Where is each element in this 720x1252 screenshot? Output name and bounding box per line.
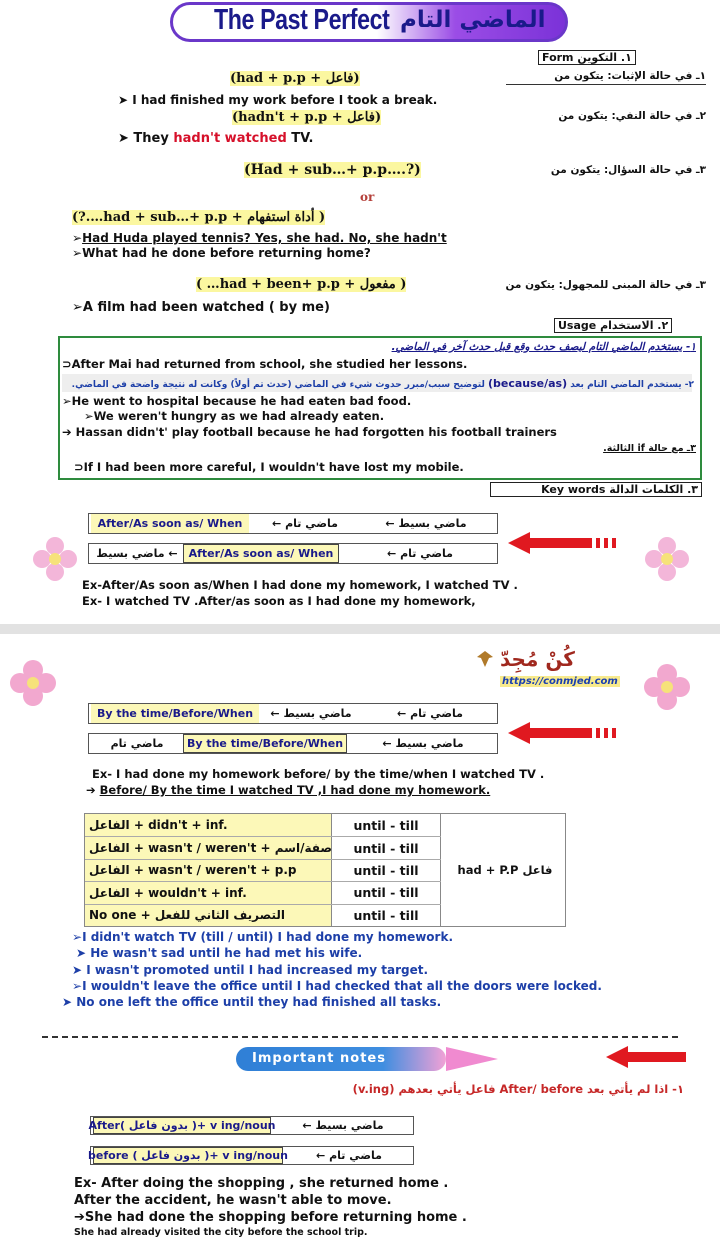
keyword-row-3-b: ماضي تام ←: [397, 707, 463, 720]
keyword-row-1-a: ماضي تام ←: [272, 517, 338, 530]
until-example: ➤ No one left the office until they had finished all tasks.: [62, 995, 442, 1010]
until-example: ➤ He wasn't sad until he had met his wife.: [76, 946, 363, 961]
notes-row-2: [90, 1146, 414, 1165]
usage-example-4: ➔ Hassan didn't' play football because he had forgotten his football trainers: [62, 425, 557, 439]
until-table-row: [85, 881, 441, 903]
passive-formula: ( مفعول + had + been+ p.p… ): [196, 277, 407, 292]
arrow-left-icon: [508, 722, 624, 744]
bullet-arrow-icon: ➢: [72, 978, 83, 993]
passive-example: ➢A film had been watched ( by me): [72, 300, 330, 315]
or-text: or: [360, 190, 375, 204]
until-table-left: No one + التصريف الثاني للفعل: [89, 908, 285, 923]
notes-example-2: After the accident, he wasn't able to move.: [74, 1193, 392, 1208]
keyword-row-4: [88, 733, 498, 754]
keyword-row-2-b: ماضي تام ←: [387, 547, 453, 560]
dashed-separator: [42, 1036, 678, 1038]
keyword-example-1: Ex-After/As soon as/When I had done my homework, I watched TV .: [82, 578, 518, 592]
keyword-row-3: [88, 703, 498, 724]
notes-row-1-key: After( بدون فاعل )+ v ing/noun: [88, 1119, 276, 1132]
arrow-left-icon: [508, 532, 624, 554]
until-table-mid: until - till: [353, 885, 419, 901]
negative-formula: (فاعل + hadn't + p.p): [232, 110, 382, 125]
question-example-2: ➢What had he done before returning home?: [72, 246, 371, 260]
bullet-arrow-icon: ➢: [72, 930, 83, 944]
until-table-left: الفاعل + didn't + inf.: [89, 818, 228, 833]
until-table-left: الفاعل + wasn't / weren't + p.p: [89, 863, 297, 878]
keyword-row-2: [88, 543, 498, 564]
keyword-row-2-key: After/As soon as/ When: [183, 544, 339, 563]
notes-row-1: [90, 1116, 414, 1135]
notes-rule: ١- اذا لم يأتي بعد After/ before فاعل يأتي بعدهم (v.ing): [352, 1082, 684, 1096]
logo-text: كُنْ مُجِدّ: [500, 647, 575, 671]
usage-rule-3: ٣ـ مع حالة if الثالثة.: [603, 443, 696, 454]
flower-decoration-icon: [6, 656, 60, 710]
affirmative-example: ➤ I had finished my work before I took a break.: [118, 93, 438, 107]
until-table-left: الفاعل + wasn't / weren't + صفة/اسم: [89, 841, 332, 856]
until-table-mid: until - till: [353, 817, 419, 833]
keyword-row-1-b: ماضي بسيط ←: [385, 517, 467, 530]
usage-rule-2: ٢- يستخدم الماضي التام بعد (because/as) لتوضيح سبب/مبرر حدوث شيء في الماضي (حدث تم أولاً) وكانت له نتيجة واضحة في الماضي.: [71, 377, 694, 390]
until-table-row: [85, 836, 441, 858]
page-divider: [0, 624, 720, 634]
usage-example-5: ⊃If I had been more careful, I wouldn't have lost my mobile.: [74, 460, 464, 474]
eagle-logo-icon: [476, 650, 494, 668]
keyword-example-3: Ex- I had done my homework before/ by the time/when I watched TV .: [92, 767, 545, 781]
notes-row-2-b: ماضي تام ←: [316, 1149, 382, 1162]
usage-example-1: ⊃After Mai had returned from school, she studied her lessons.: [62, 357, 468, 371]
flower-decoration-icon: [640, 532, 694, 586]
logo-url[interactable]: https://conmjed.com: [502, 676, 618, 687]
keyword-row-1: [88, 513, 498, 534]
keyword-example-2: Ex- I watched TV .After/as soon as I had done my homework,: [82, 594, 476, 608]
affirmative-formula: (فاعل + had + p.p): [230, 71, 360, 86]
question-example-1: ➢Had Huda played tennis? Yes, she had. No, she hadn't: [72, 231, 447, 245]
question-formula-2: ( أداة استفهام + had + sub…+ p.p….?): [72, 210, 326, 225]
until-table-row: [85, 904, 441, 926]
flower-decoration-icon: [640, 660, 694, 714]
bullet-arrow-icon: ➤: [76, 946, 91, 961]
until-example: ➢I didn't watch TV (till / until) I had done my homework.: [72, 930, 454, 944]
keyword-row-4-b: ماضي بسيط ←: [382, 737, 464, 750]
usage-example-3: ➢We weren't hungry as we had already eaten.: [84, 409, 385, 423]
until-table-mid: until - till: [353, 907, 419, 923]
keyword-row-4-key: By the time/Before/When: [183, 734, 347, 753]
until-example: ➢I wouldn't leave the office until I had checked that all the doors were locked.: [72, 978, 602, 993]
bullet-arrow-icon: ➤: [62, 995, 77, 1010]
arrow-left-icon: [606, 1046, 686, 1068]
keyword-row-3-key: By the time/Before/When: [91, 704, 259, 723]
notes-example-4: She had already visited the city before the school trip.: [74, 1227, 368, 1238]
notes-row-1-b: ماضي بسيط ←: [302, 1119, 384, 1132]
until-table-left: الفاعل + wouldn't + inf.: [89, 885, 247, 900]
until-table: [84, 813, 566, 927]
negative-label: ٢ـ في حالة النفي: يتكون من: [558, 110, 706, 122]
until-table-row: [85, 859, 441, 881]
keyword-row-2-a: ← ماضي بسيط: [96, 547, 178, 560]
negative-example: ➤ They hadn't watched TV.: [118, 131, 314, 146]
keyword-row-4-a: ماضي تام: [110, 737, 164, 750]
until-table-row: [85, 814, 441, 836]
usage-example-2: ➢He went to hospital because he had eaten bad food.: [62, 394, 412, 408]
important-notes-title: Important notes: [252, 1051, 386, 1066]
affirmative-label: ١ـ في حالة الإثبات: يتكون من: [506, 70, 706, 85]
section-label-keywords: ٣. الكلمات الدالة Key words: [490, 482, 702, 497]
notes-row-2-key: before ( بدون فاعل )+ v ing/noun: [88, 1149, 288, 1162]
until-table-mid: until - till: [353, 862, 419, 878]
page-title: The Past Perfect: [214, 4, 390, 36]
notes-example-1: Ex- After doing the shopping , she returned home .: [74, 1176, 449, 1191]
until-table-mid: until - till: [353, 840, 419, 856]
section-label-form: ١. التكوين Form: [538, 50, 636, 65]
bullet-arrow-icon: ➤: [72, 962, 87, 977]
passive-label: ٣ـ في حالة المبنى للمجهول: يتكون من: [505, 279, 706, 291]
notes-example-3: ➔She had done the shopping before returning home .: [74, 1210, 467, 1225]
keyword-row-3-a: ماضي بسيط ←: [270, 707, 352, 720]
section-label-usage: ٢. الاستخدام Usage: [554, 318, 672, 333]
until-table-right: فاعل had + P.P: [457, 863, 553, 877]
until-example: ➤ I wasn't promoted until I had increased my target.: [72, 962, 429, 977]
keyword-row-1-key: After/As soon as/ When: [91, 514, 249, 533]
usage-rule-1: ١- يستخدم الماضي التام ليصف حدث وقع قبل حدث آخر في الماضي.: [391, 341, 696, 353]
question-label: ٣ـ في حالة السؤال: يتكون من: [550, 164, 706, 176]
keyword-example-4: ➔ Before/ By the time I watched TV ,I had done my homework.: [86, 783, 491, 797]
question-formula: (Had + sub…+ p.p….?): [244, 162, 421, 178]
page-title-arabic: الماضي التام: [400, 7, 546, 33]
flower-decoration-icon: [28, 532, 82, 586]
